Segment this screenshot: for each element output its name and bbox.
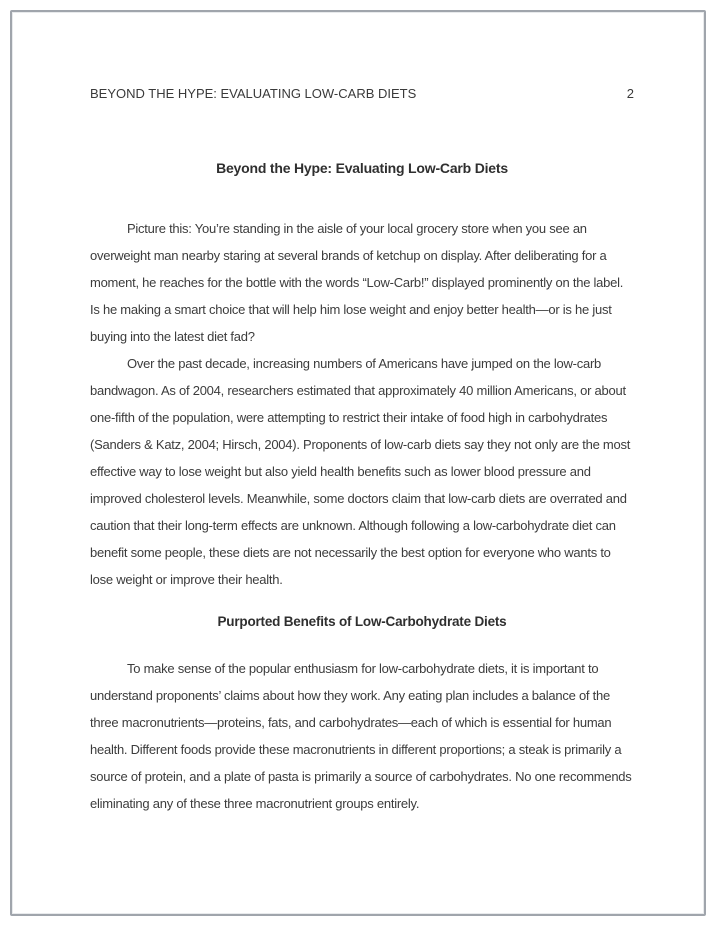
paragraph-background: Over the past decade, increasing numbers of Americans have jumped on the low-carb bandwagon. As of 2004, researchers estimated that approximately 40 million Americans, or about one-fifth of the population, were attempting to restrict their intake of food high in carbohydrates (Sanders & Katz, 2004; Hirsch, 2004). Proponents of low-carb diets say they not only are the most effective way to lose weight but also yield health benefits such as lower blood pressure and improved cholesterol levels. Meanwhile, some doctors claim that low-carb diets are overrated and caution that their long-term effects are unknown. Although following a low-carbohydrate diet can benefit some people, these diets are not necessarily the best option for everyone who wants to lose weight or improve their health. <box>90 356 631 587</box>
page-header <box>90 86 634 102</box>
section-heading: Purported Benefits of Low-Carbohydrate Diets <box>217 614 507 629</box>
paper-title: Beyond the Hype: Evaluating Low-Carb Diets <box>216 160 508 176</box>
document-page <box>10 10 706 916</box>
page-number: 2 <box>626 86 634 101</box>
paragraph-intro: Picture this: You’re standing in the aisle of your local grocery store when you see an overweight man nearby staring at several brands of ketchup on display. After deliberating for a moment, he reaches for the bottle with the words “Low-Carb!” displayed prominently on the label. Is he making a smart choice that will help him lose weight and enjoy better health—or is he just buying into the latest diet fad? <box>90 221 624 344</box>
page-content <box>12 12 704 817</box>
paragraph-benefits: To make sense of the popular enthusiasm for low-carbohydrate diets, it is important to understand proponents’ claims about how they work. Any eating plan includes a balance of the three macronutrients—proteins, fats, and carbohydrates—each of which is essential for human health. Different foods provide these macronutrients in different proportions; a steak is primarily a source of protein, and a plate of pasta is primarily a source of carbohydrates. No one recommends eliminating any of these three macronutrient groups entirely. <box>90 661 632 811</box>
running-head: BEYOND THE HYPE: EVALUATING LOW-CARB DIETS <box>90 86 417 101</box>
